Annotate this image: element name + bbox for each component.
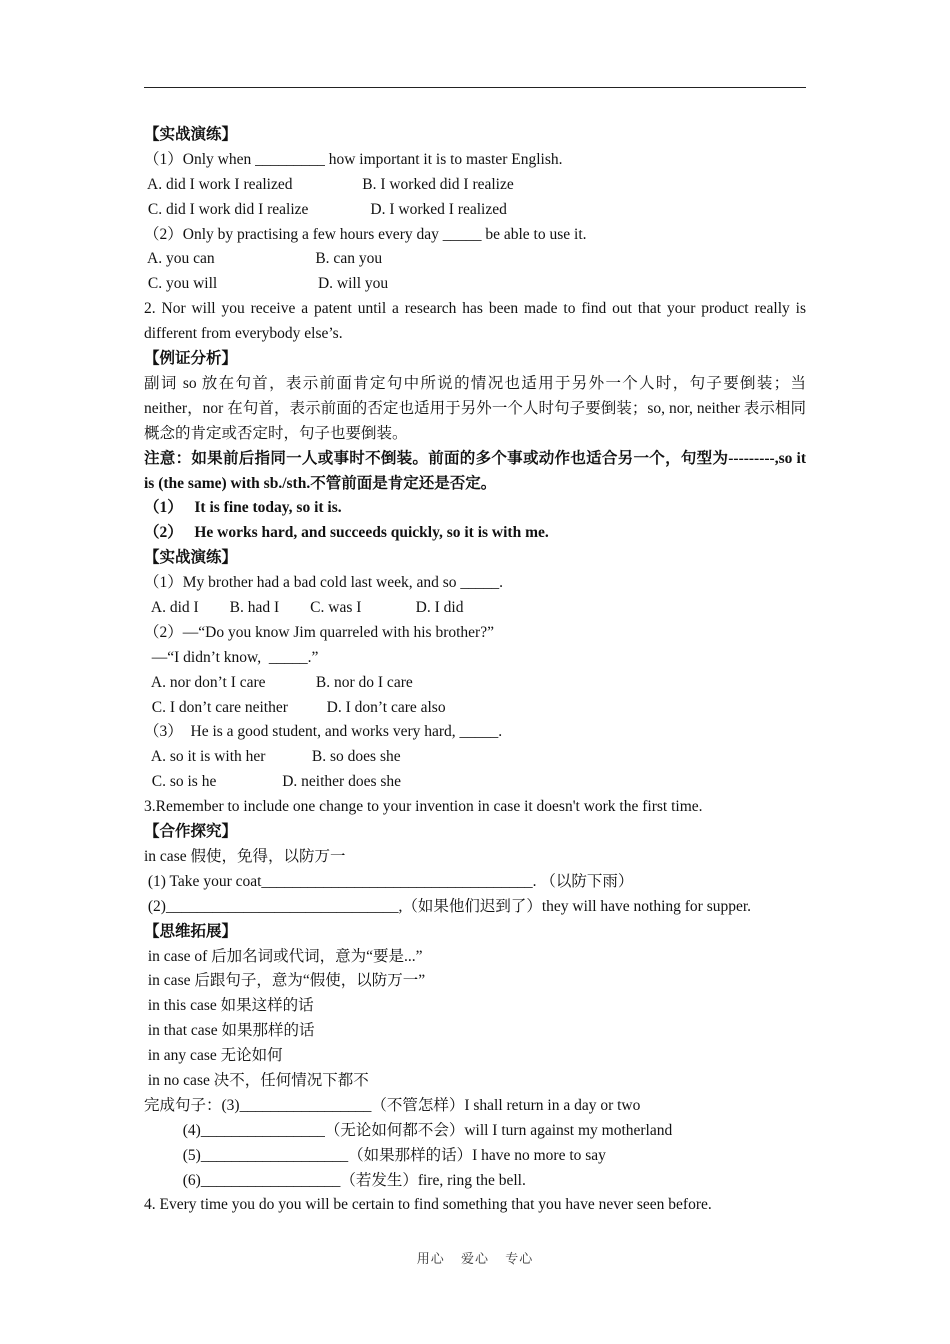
exercise-1: (1) Take your coat___________________________________. （以防下雨） bbox=[144, 872, 634, 890]
page-footer bbox=[0, 1248, 950, 1267]
options-ab: A. nor don’t I care B. nor do I care bbox=[144, 673, 413, 691]
completion-4: (4)________________（无论如何都不会）will I turn against my motherland bbox=[144, 1121, 673, 1139]
analysis-text: 副词 so 放在句首，表示前面肯定句中所说的情况也适用于另外一个人时，句子要倒装；当 neither，nor 在句首，表示前面的否定也适用于另外一个人时句子要倒装；so, nor, neither 表示相同概念的肯定或否定时，句子也要倒装。 bbox=[144, 374, 806, 442]
key-sentence-3: 3.Remember to include one change to your invention in case it doesn't work the first time. bbox=[144, 798, 703, 816]
phrase-item: in this case 如果这样的话 bbox=[144, 997, 314, 1015]
options-ab: A. you can B. can you bbox=[144, 250, 383, 268]
phrase-item: in case of 后加名词或代词，意为“要是...” bbox=[144, 947, 423, 965]
options-cd: C. I don’t care neither D. I don’t care also bbox=[144, 698, 446, 716]
header-rule bbox=[144, 87, 806, 88]
note-text: 注意：如果前后指同一人或事时不倒装。前面的多个事或动作也适合另一个，句型为---------,so it is (the same) with sb./sth.不管前面是肯定还是否定。 bbox=[144, 449, 806, 492]
phrase-item: in any case 无论如何 bbox=[144, 1047, 283, 1065]
key-sentence-2: 2. Nor will you receive a patent until a research has been made to find out that your product really is different from everybody else’s. bbox=[144, 300, 806, 343]
section-heading-expansion: 【思维拓展】 bbox=[144, 922, 238, 940]
footer-item: 用心 bbox=[416, 1251, 445, 1266]
example-2: （2） He works hard, and succeeds quickly, so it is with me. bbox=[144, 524, 549, 542]
in-case-definition: in case 假使，免得，以防万一 bbox=[144, 847, 346, 865]
options-cd: C. so is he D. neither does she bbox=[144, 773, 402, 791]
example-1: （1） It is fine today, so it is. bbox=[144, 499, 342, 517]
question-1: （1）Only when _________ how important it is to master English. bbox=[144, 150, 563, 168]
options-ab: A. did I work I realized B. I worked did I realize bbox=[144, 175, 514, 193]
question-1: （1）My brother had a bad cold last week, and so _____. bbox=[144, 574, 504, 592]
document-body bbox=[144, 123, 806, 1218]
question-2: （2）—“Do you know Jim quarreled with his brother?” bbox=[144, 623, 494, 641]
completion-3: 完成句子：(3)_________________（不管怎样）I shall return in a day or two bbox=[144, 1096, 641, 1114]
options-ab: A. so it is with her B. so does she bbox=[144, 748, 401, 766]
section-heading-analysis: 【例证分析】 bbox=[144, 350, 238, 368]
options-cd: C. you will D. will you bbox=[144, 275, 389, 293]
section-heading-practice: 【实战演练】 bbox=[144, 549, 238, 567]
question-3: （3） He is a good student, and works very hard, _____. bbox=[144, 723, 503, 741]
footer-item: 爱心 bbox=[460, 1251, 489, 1266]
section-heading-cooperation: 【合作探究】 bbox=[144, 823, 238, 841]
question-2: （2）Only by practising a few hours every day _____ be able to use it. bbox=[144, 225, 587, 243]
options-cd: C. did I work did I realize D. I worked I realized bbox=[144, 200, 507, 218]
exercise-2: (2)______________________________,（如果他们迟到了）they will have nothing for supper. bbox=[144, 897, 752, 915]
options: A. did I B. had I C. was I D. I did bbox=[144, 599, 464, 617]
completion-5: (5)___________________（如果那样的话）I have no more to say bbox=[144, 1146, 606, 1164]
completion-6: (6)__________________（若发生）fire, ring the bell. bbox=[144, 1171, 526, 1189]
phrase-item: in that case 如果那样的话 bbox=[144, 1022, 315, 1040]
footer-item: 专心 bbox=[505, 1251, 534, 1266]
phrase-item: in no case 决不，任何情况下都不 bbox=[144, 1071, 369, 1089]
question-2-reply: —“I didn’t know, _____.” bbox=[144, 648, 319, 666]
section-heading-practice: 【实战演练】 bbox=[144, 126, 238, 143]
key-sentence-4: 4. Every time you do you will be certain to find something that you have never seen before. bbox=[144, 1196, 712, 1214]
phrase-item: in case 后跟句子，意为“假使，以防万一” bbox=[144, 972, 426, 990]
